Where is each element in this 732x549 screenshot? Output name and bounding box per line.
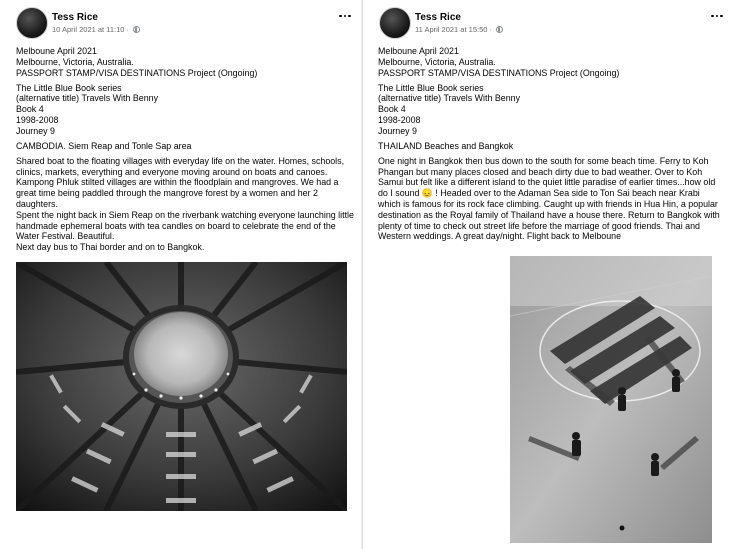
meta-separator: · <box>126 25 129 34</box>
street-football-photo-icon <box>510 256 712 543</box>
dot-icon <box>716 15 718 17</box>
post-paragraph: Melboune April 2021 Melbourne, Victoria, Australia. PASSPORT STAMP/VISA DESTINATIONS Project (Ongoing) <box>378 46 620 78</box>
post-paragraph: The Little Blue Book series (alternative title) Travels With Benny Book 4 1998-2008 Journey 9 <box>378 82 521 136</box>
globe-icon <box>133 26 140 33</box>
post-timestamp[interactable]: 11 April 2021 at 15:50 <box>415 25 488 34</box>
post-paragraph: The Little Blue Book series (alternative title) Travels With Benny Book 4 1998-2008 Journey 9 <box>16 82 159 136</box>
avatar[interactable] <box>379 7 411 39</box>
dot-icon <box>348 15 350 17</box>
post-card-left <box>0 0 361 549</box>
post-photo[interactable] <box>510 256 712 543</box>
dot-icon <box>711 15 713 17</box>
author-name[interactable]: Tess Rice <box>415 12 461 23</box>
circular-dome-photo-icon <box>16 262 347 511</box>
post-paragraph: Shared boat to the floating villages with everyday life on the water. Homes, schools, clinics, markets, everything and everyone moving around on boats and canoes. Kampong Phluk stilted villages are within the floodplain and mangroves. We had a great time being paddled through the mangrove forest by a women and her 2 daughters. Spent the night back in Siem Reap on the riverbank watching everyone launching little handmade ephemeral boats with tea candles on board to celebrate the end of the Water Festival. Beautiful. Next day bus to Thai border and on to Bangkok. <box>16 155 354 253</box>
more-options-button[interactable] <box>709 10 725 22</box>
dot-icon <box>344 15 346 17</box>
post-paragraph: One night in Bangkok then bus down to the south for some beach time. Ferry to Koh Phangan but many places closed and beach dirty due to bad weather. Over to Koh Samui but felt like a different island to the quiet little paradise of earlier times...how old do I sound 😞 ! Headed over to the Adaman Sea side to Ton Sai beach near Krabi which is famous for its rock face climbing. Caught up with friends in Hua Hin, a popular destination as the Royal family of Thailand have a house there. Return to Bangkok with plenty of time to check out street life before the marriage of good friends. Thai and Western weddings. A great day/night. Flight back to Melboune <box>378 155 720 242</box>
globe-icon <box>496 26 503 33</box>
post-paragraph: CAMBODIA. Siem Reap and Tonle Sap area <box>16 140 192 151</box>
post-meta <box>415 25 503 34</box>
meta-separator: · <box>489 25 492 34</box>
post-body <box>16 46 354 257</box>
dot-icon <box>720 15 722 17</box>
author-name[interactable]: Tess Rice <box>52 12 98 23</box>
dot-icon <box>339 15 341 17</box>
more-options-button[interactable] <box>337 10 353 22</box>
avatar[interactable] <box>16 7 48 39</box>
post-paragraph: THAILAND Beaches and Bangkok <box>378 140 514 151</box>
post-timestamp[interactable]: 10 April 2021 at 11:10 <box>52 25 125 34</box>
post-body <box>378 46 723 246</box>
post-meta <box>52 25 140 34</box>
post-photo[interactable] <box>16 262 347 511</box>
post-paragraph: Melboune April 2021 Melbourne, Victoria, Australia. PASSPORT STAMP/VISA DESTINATIONS Project (Ongoing) <box>16 46 258 78</box>
